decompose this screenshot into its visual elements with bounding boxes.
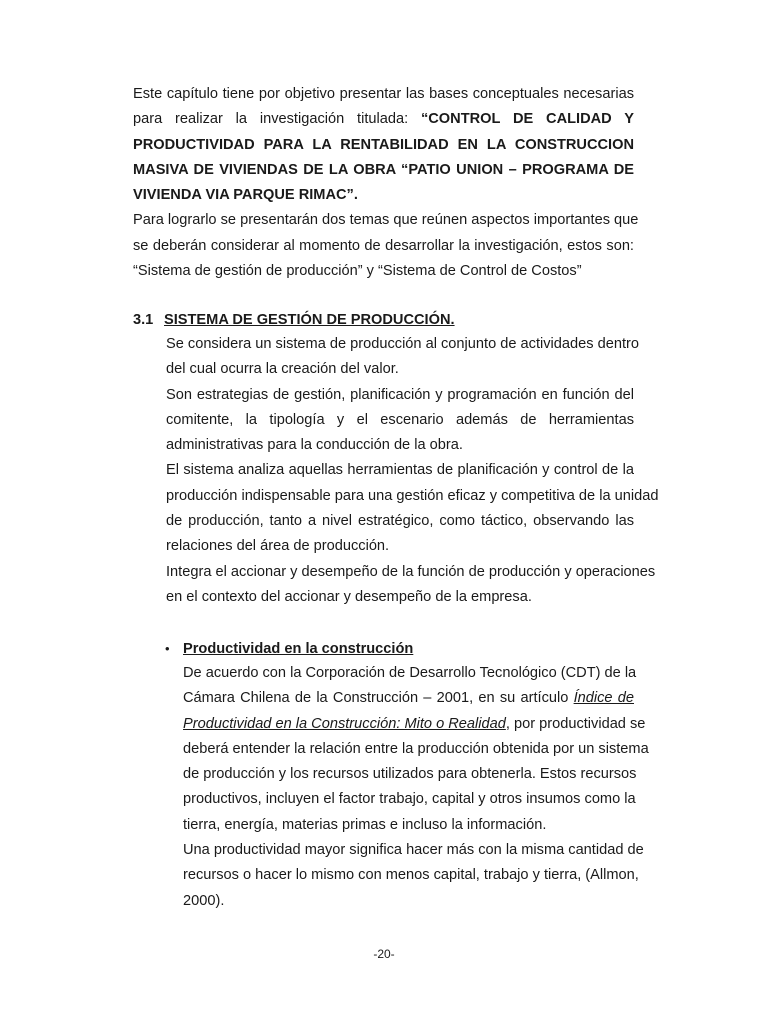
section-line: administrativas para la conducción de la obra. — [166, 437, 463, 454]
bullet-line-text: , por productividad se — [505, 715, 646, 732]
intro2-line: Para lograrlo se presentarán dos temas que reúnen aspectos importantes que — [133, 212, 639, 229]
bullet-marker: • — [165, 641, 170, 656]
bullet-line: Una productividad mayor significa hacer más con la misma cantidad de — [183, 842, 644, 859]
section-line: relaciones del área de producción. — [166, 538, 390, 555]
section-line: del cual ocurra la creación del valor. — [166, 361, 399, 378]
section-number: 3.1 — [133, 312, 154, 328]
thesis-title-line: PRODUCTIVIDAD PARA LA RENTABILIDAD EN LA CONSTRUCCION — [133, 136, 634, 153]
section-line: Integra el accionar y desempeño de la función de producción y operaciones — [166, 563, 656, 580]
bullet-line: recursos o hacer lo mismo con menos capital, trabajo y tierra, (Allmon, — [183, 867, 639, 884]
intro2-line: se deberán considerar al momento de desarrollar la investigación, estos son: — [133, 237, 634, 254]
bullet-line — [183, 686, 634, 711]
bullet-heading — [165, 636, 413, 662]
intro-paragraph — [133, 82, 639, 284]
bullet-line: productivos, incluyen el factor trabajo, capital y otros insumos como la — [183, 791, 636, 808]
section-line: El sistema analiza aquellas herramientas de planificación y control de la — [166, 462, 634, 479]
thesis-title-line: MASIVA DE VIVIENDAS DE LA OBRA “PATIO UNION – PROGRAMA DE — [133, 161, 634, 178]
intro-line: Este capítulo tiene por objetivo presentar las bases conceptuales necesarias — [133, 86, 634, 102]
section-line: producción indispensable para una gestión eficaz y competitiva de la unidad — [166, 487, 659, 504]
section-title: SISTEMA DE GESTIÓN DE PRODUCCIÓN. — [164, 312, 455, 328]
bullet-line: 2000). — [183, 892, 225, 909]
bullet-line: de producción y los recursos utilizados para obtenerla. Estos recursos — [183, 766, 637, 783]
section-heading — [133, 308, 455, 333]
thesis-title-start: “CONTROL DE CALIDAD Y — [420, 111, 634, 128]
article-title-start: Índice de — [573, 690, 634, 707]
page-number: -20- — [373, 947, 395, 961]
bullet-line: tierra, energía, materias primas e incluso la información. — [183, 816, 547, 833]
article-title-end: Productividad en la Construcción: Mito o Realidad — [183, 715, 506, 732]
section-line: de producción, tanto a nivel estratégico, como táctico, observando las — [166, 513, 634, 530]
intro-line-text: para realizar la investigación titulada: — [133, 111, 421, 128]
thesis-title-line: VIVIENDA VIA PARQUE RIMAC”. — [133, 187, 358, 204]
section-line: comitente, la tipología y el escenario además de herramientas — [166, 411, 634, 428]
bullet-line: De acuerdo con la Corporación de Desarrollo Tecnológico (CDT) de la — [183, 665, 637, 681]
section-line: en el contexto del accionar y desempeño de la empresa. — [166, 588, 532, 605]
bullet-line-text: Cámara Chilena de la Construcción – 2001, en su artículo — [183, 690, 574, 707]
bullet-title: Productividad en la construcción — [183, 641, 414, 657]
bullet-line: deberá entender la relación entre la producción obtenida por un sistema — [183, 740, 649, 757]
bullet-line — [183, 712, 646, 737]
section-body — [166, 332, 659, 610]
bullet-body — [183, 661, 649, 914]
section-line: Son estrategias de gestión, planificación y programación en función del — [166, 386, 634, 403]
section-line: Se considera un sistema de producción al conjunto de actividades dentro — [166, 336, 639, 352]
intro2-line: “Sistema de gestión de producción” y “Sistema de Control de Costos” — [133, 263, 582, 280]
intro-line — [133, 107, 634, 132]
